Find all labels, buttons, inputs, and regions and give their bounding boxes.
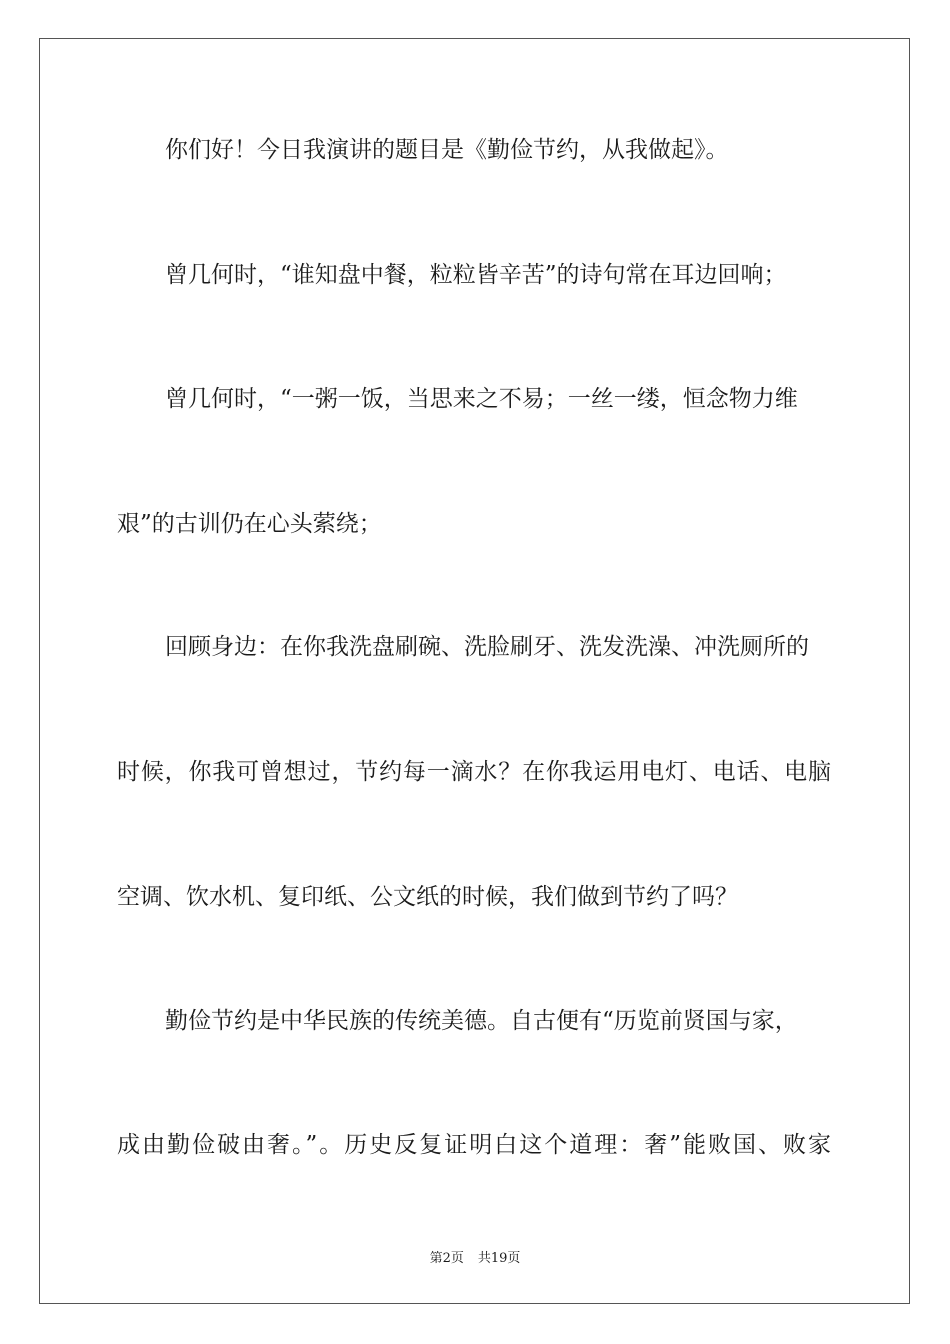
paragraph-line-8: 勤俭节约是中华民族的传统美德。自古便有“历览前贤国与家，: [165, 1008, 798, 1034]
paragraph-line-3: 曾几何时，“一粥一饭，当思来之不易；一丝一缕，恒念物力维: [165, 386, 798, 412]
paragraph-line-2: 曾几何时，“谁知盘中餐，粒粒皆辛苦”的诗句常在耳边回响；: [165, 262, 787, 288]
paragraph-line-1: 你们好！今日我演讲的题目是《勤俭节约，从我做起》。: [165, 137, 729, 163]
page-total: 共19页: [477, 1251, 521, 1266]
page-border: [39, 38, 910, 1304]
page-footer: [0, 1247, 950, 1266]
paragraph-line-9: 成由勤俭破由奢。”。历史反复证明白这个道理：奢”能败国、败家: [117, 1132, 831, 1158]
paragraph-line-5: 回顾身边：在你我洗盘刷碗、洗脸刷牙、洗发洗澡、冲洗厕所的: [165, 634, 809, 660]
paragraph-line-7: 空调、饮水机、复印纸、公文纸的时候，我们做到节约了吗？: [117, 884, 738, 910]
paragraph-line-6: 时候，你我可曾想过，节约每一滴水？在你我运用电灯、电话、电脑: [117, 759, 831, 785]
paragraph-line-4: 艰”的古训仍在心头萦绕；: [117, 511, 382, 537]
page-number: 第2页: [429, 1251, 464, 1266]
